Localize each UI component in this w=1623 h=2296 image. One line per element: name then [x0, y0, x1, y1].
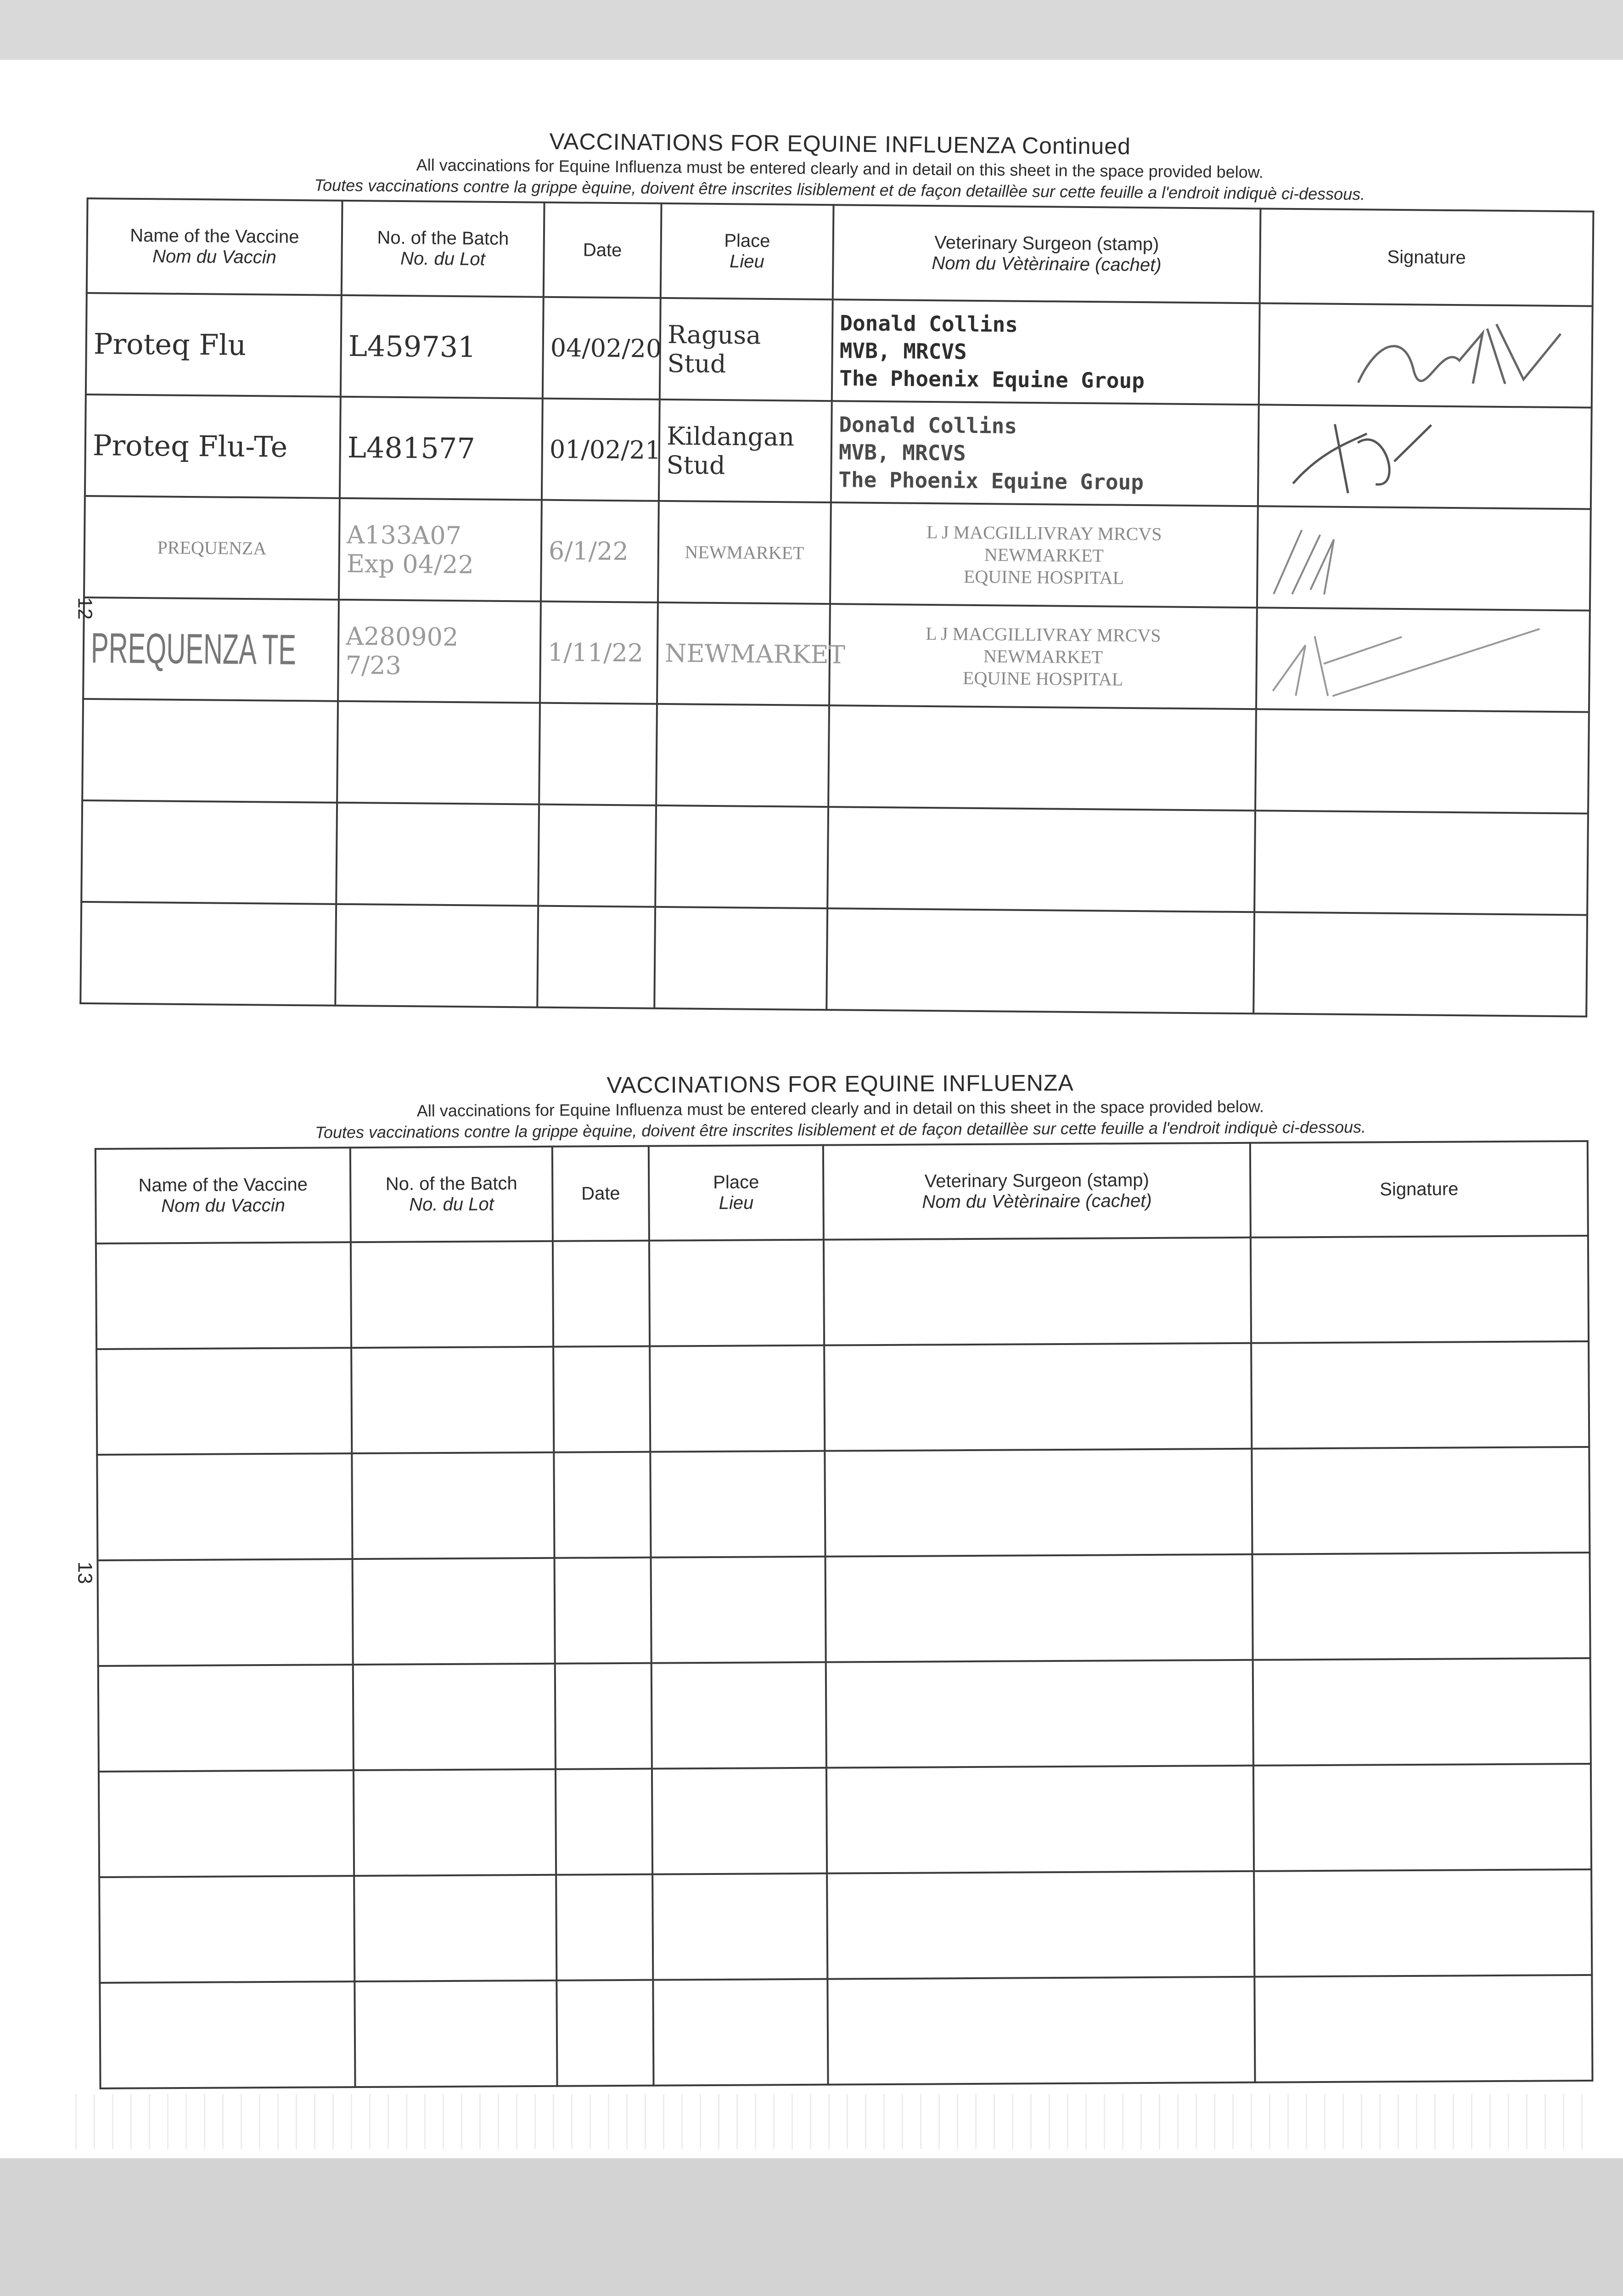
- signature: [1259, 303, 1593, 407]
- table-row: [99, 1764, 1591, 1877]
- batch-number: L481577: [340, 397, 543, 500]
- header-vaccine: Name of the Vaccine Nom du Vaccin: [87, 198, 343, 295]
- signature: [1256, 608, 1590, 712]
- header-vet: Veterinary Surgeon (stamp) Nom du Vètèrinaire (cachet): [833, 205, 1261, 303]
- header-vet: Veterinary Surgeon (stamp) Nom du Vètèrinaire (cachet): [823, 1143, 1251, 1240]
- table-row: [97, 1447, 1589, 1560]
- table-header-row: [95, 1141, 1588, 1244]
- vaccine-name: PREQUENZA TE: [83, 597, 339, 701]
- vaccination-table: [95, 1140, 1594, 2089]
- table-row: [99, 1869, 1592, 1983]
- vaccination-date: 04/02/20: [543, 297, 661, 400]
- table-row: [81, 800, 1588, 915]
- page-number: 13: [73, 1561, 96, 1584]
- table-header-row: [87, 198, 1594, 306]
- place: NEWMARKET: [657, 602, 830, 705]
- signature-scribble: [1265, 414, 1583, 500]
- header-date: Date: [552, 1146, 649, 1241]
- table-row: [86, 293, 1593, 408]
- vaccination-sheet-page-13: [94, 1067, 1591, 2043]
- header-signature: Signature: [1260, 208, 1594, 306]
- vaccine-name: Proteq Flu-Te: [85, 394, 341, 498]
- instruction-english: All vaccinations for Equine Influenza must be entered clearly and in detail on this sheet in the space provided below.: [416, 155, 1264, 182]
- scan-background-bottom: [0, 2158, 1623, 2296]
- table-row: [83, 597, 1590, 712]
- scan-background-top: [0, 0, 1623, 60]
- signature-scribble: [1264, 516, 1582, 601]
- sheet-title: VACCINATIONS FOR EQUINE INFLUENZA Continued: [549, 128, 1131, 159]
- header-vaccine: Name of the Vaccine Nom du Vaccin: [95, 1148, 351, 1244]
- vaccination-table: [79, 197, 1594, 1018]
- table-row: [98, 1553, 1590, 1666]
- signature: [1257, 506, 1591, 610]
- header-batch: No. of the Batch No. du Lot: [350, 1147, 553, 1242]
- table-row: [96, 1236, 1589, 1349]
- vaccination-date: 6/1/22: [541, 500, 659, 602]
- header-place: Place Lieu: [649, 1145, 824, 1241]
- instruction-english: All vaccinations for Equine Influenza must be entered clearly and in detail on this sheet in the space provided below.: [416, 1097, 1264, 1120]
- header-date: Date: [544, 203, 662, 298]
- batch-number: A280902 7/23: [338, 600, 541, 703]
- place: NEWMARKET: [658, 501, 831, 604]
- signature-scribble: [1266, 313, 1584, 398]
- table-row: [84, 496, 1591, 611]
- vaccination-date: 01/02/21: [542, 399, 660, 501]
- scan-noise: [69, 2094, 1584, 2149]
- signature: [1258, 405, 1592, 509]
- header-place: Place Lieu: [661, 203, 834, 299]
- table-row: [100, 1975, 1592, 2088]
- table-row: [85, 394, 1592, 509]
- vet-stamp: L J MACGILLIVRAY MRCVS NEWMARKET EQUINE HOSPITAL: [829, 604, 1257, 709]
- header-signature: Signature: [1250, 1141, 1588, 1238]
- instruction-french: Toutes vaccinations contre la grippe èquine, doivent être inscrites lisiblement et de façon detaillèe sur cette feuille a l'endroit indiquè ci-dessous.: [315, 1117, 1366, 1142]
- vaccination-date: 1/11/22: [540, 602, 658, 704]
- vet-stamp: Donald Collins MVB, MRCVS The Phoenix Equine Group: [832, 299, 1260, 405]
- batch-number: L459731: [341, 295, 544, 399]
- vaccination-sheet-page-12: [79, 124, 1593, 1097]
- table-row: [82, 699, 1589, 814]
- instruction-french: Toutes vaccinations contre la grippe èquine, doivent être inscrites lisiblement et de façon detaillèe sur cette feuille a l'endroit indiquè ci-dessous.: [314, 175, 1365, 204]
- header-batch: No. of the Batch No. du Lot: [342, 201, 545, 297]
- table-row: [96, 1341, 1589, 1455]
- batch-number: A133A07 Exp 04/22: [339, 498, 542, 602]
- vaccine-name: PREQUENZA: [84, 496, 340, 600]
- place: Kildangan Stud: [659, 400, 832, 502]
- signature-scribble: [1264, 617, 1581, 703]
- table-row: [80, 902, 1587, 1017]
- sheet-title: VACCINATIONS FOR EQUINE INFLUENZA: [607, 1069, 1074, 1098]
- vet-stamp: L J MACGILLIVRAY MRCVS NEWMARKET EQUINE HOSPITAL: [830, 502, 1258, 608]
- page-number: 12: [73, 597, 96, 620]
- table-row: [98, 1658, 1591, 1772]
- vet-stamp: Donald Collins MVB, MRCVS The Phoenix Equine Group: [831, 401, 1259, 506]
- vaccine-name: Proteq Flu: [86, 293, 342, 397]
- place: Ragusa Stud: [660, 298, 833, 401]
